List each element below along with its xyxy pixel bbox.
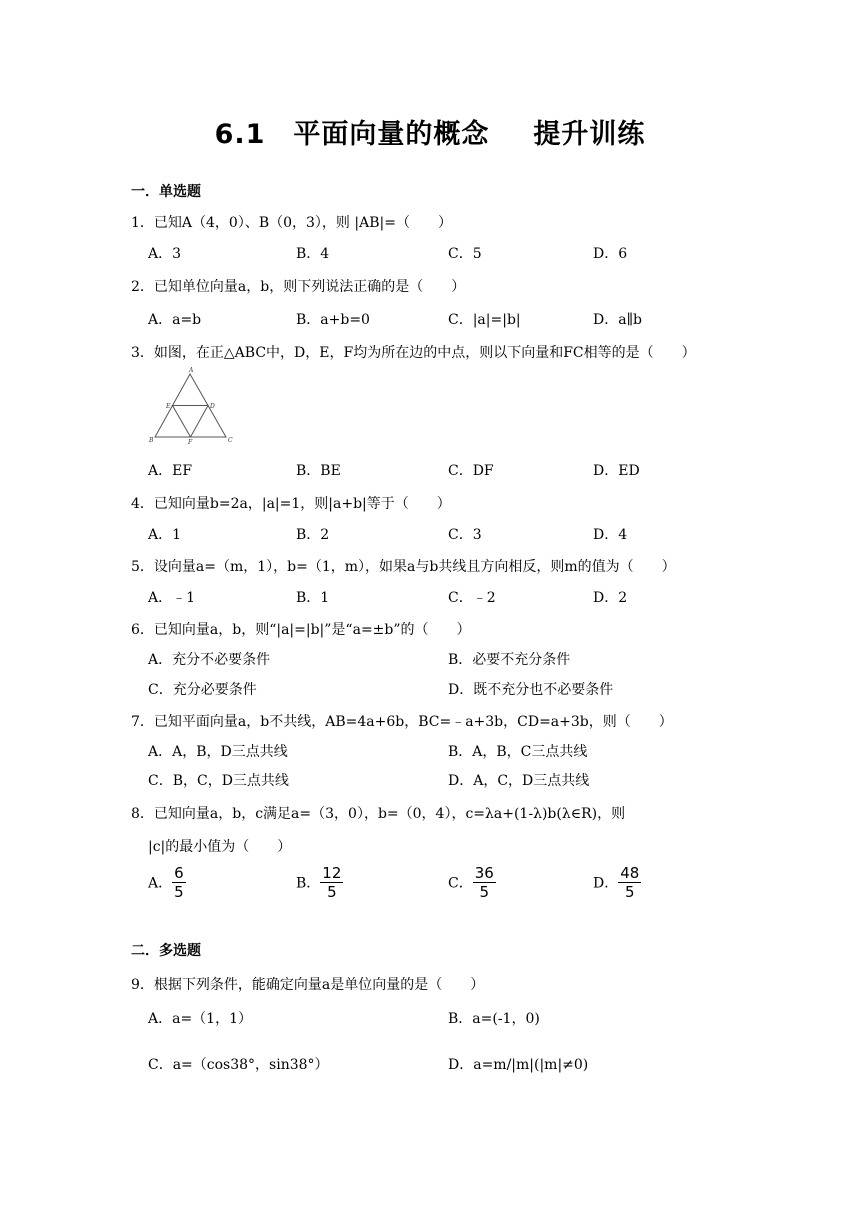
q8-option-b xyxy=(296,864,343,901)
q4-option-d: D．4 xyxy=(593,527,628,543)
q8-option-a xyxy=(148,864,186,901)
q4-option-c: C．3 xyxy=(448,527,482,543)
figure-label-d: D xyxy=(210,403,215,410)
q2-option-c: C．|a|=|b| xyxy=(448,312,521,328)
question-8-line1: 8．已知向量a，b，c满足a=（3，0），b=（0，4），c=λa+(1-λ)b(λ∈R)，则 xyxy=(131,806,626,822)
q1-option-c: C．5 xyxy=(448,246,482,262)
q1-option-d: D．6 xyxy=(593,246,628,262)
q8-option-b-label: B． xyxy=(296,875,321,892)
q7-option-c: C．B，C，D三点共线 xyxy=(148,773,289,789)
q5-option-d: D．2 xyxy=(593,590,628,606)
q2-option-b: B．a+b=0 xyxy=(296,312,370,328)
question-3: 3．如图，在正△ABC中，D，E，F均为所在边的中点，则以下向量和FC相等的是（ ） xyxy=(131,345,696,361)
question-9: 9．根据下列条件，能确定向量a是单位向量的是（ ） xyxy=(131,977,485,993)
question-5: 5．设向量a=（m，1），b=（1，m），如果a与b共线且方向相反，则m的值为（ ） xyxy=(131,559,676,575)
q8-option-d xyxy=(593,864,641,901)
triangle-figure xyxy=(147,366,237,446)
figure-label-c: C xyxy=(228,437,233,444)
q9-option-b: B．a=(-1，0) xyxy=(448,1011,540,1027)
q9-option-c: C．a=（cos38°，sin38°） xyxy=(148,1057,329,1073)
q8-option-a-label: A． xyxy=(148,875,173,892)
question-6: 6．已知向量a，b，则“|a|=|b|”是“a=±b”的（ ） xyxy=(131,622,471,638)
q3-option-a: A．EF xyxy=(148,463,193,479)
title-sub: 提升训练 xyxy=(533,119,646,150)
q8-option-d-label: D． xyxy=(593,875,619,892)
q7-option-b: B．A，B，C三点共线 xyxy=(448,744,588,760)
q6-option-a: A．充分不必要条件 xyxy=(148,652,271,668)
q1-option-a: A．3 xyxy=(148,246,182,262)
title-main: 6.1 平面向量的概念 xyxy=(214,119,490,150)
q6-option-d: D．既不充分也不必要条件 xyxy=(448,682,614,698)
q8-d-numerator: 48 xyxy=(620,864,640,882)
q8-option-c-label: C． xyxy=(448,875,473,892)
q1-option-b: B．4 xyxy=(296,246,330,262)
q8-d-denominator: 5 xyxy=(625,883,635,901)
q8-c-numerator: 36 xyxy=(474,864,494,882)
q5-option-b: B．1 xyxy=(296,590,330,606)
figure-label-f: F xyxy=(188,439,193,446)
q3-option-b: B．BE xyxy=(296,463,341,479)
q7-option-a: A．A，B，D三点共线 xyxy=(148,744,288,760)
question-8-line2: |c|的最小值为（ ） xyxy=(148,839,292,855)
question-7: 7．已知平面向量a，b不共线，AB=4a+6b，BC=﹣a+3b，CD=a+3b，则（ ） xyxy=(131,714,673,730)
q8-c-denominator: 5 xyxy=(479,883,490,901)
q3-option-c: C．DF xyxy=(448,463,494,479)
q9-option-a: A．a=（1，1） xyxy=(148,1011,253,1027)
q8-a-denominator: 5 xyxy=(174,883,184,901)
q5-option-a: A．﹣1 xyxy=(148,590,196,606)
figure-label-e: E xyxy=(166,403,171,410)
page-title xyxy=(0,112,860,151)
figure-label-b: B xyxy=(149,437,154,444)
q4-option-b: B．2 xyxy=(296,527,330,543)
q3-option-d: D．ED xyxy=(593,463,640,479)
q6-option-b: B．必要不充分条件 xyxy=(448,652,571,668)
q7-option-d: D．A，C，D三点共线 xyxy=(448,773,590,789)
question-4: 4．已知向量b=2a，|a|=1，则|a+b|等于（ ） xyxy=(131,496,451,512)
question-1: 1．已知A（4，0）、B（0，3），则 |AB|=（ ） xyxy=(131,215,452,231)
q9-option-d: D．a=m/|m|(|m|≠0) xyxy=(448,1057,589,1073)
q4-option-a: A．1 xyxy=(148,527,182,543)
q8-option-c xyxy=(448,864,496,901)
q5-option-c: C．﹣2 xyxy=(448,590,496,606)
question-2: 2．已知单位向量a，b，则下列说法正确的是（ ） xyxy=(131,279,466,295)
q8-b-numerator: 12 xyxy=(322,864,342,882)
figure-label-a: A xyxy=(189,367,194,374)
q2-option-a: A．a=b xyxy=(148,312,202,328)
q8-a-numerator: 6 xyxy=(174,864,184,882)
section-single-choice: 一．单选题 xyxy=(131,184,201,200)
section-multi-choice: 二．多选题 xyxy=(131,943,201,959)
q2-option-d: D．a∥b xyxy=(593,312,642,328)
q8-b-denominator: 5 xyxy=(327,883,337,901)
q6-option-c: C．充分必要条件 xyxy=(148,682,257,698)
